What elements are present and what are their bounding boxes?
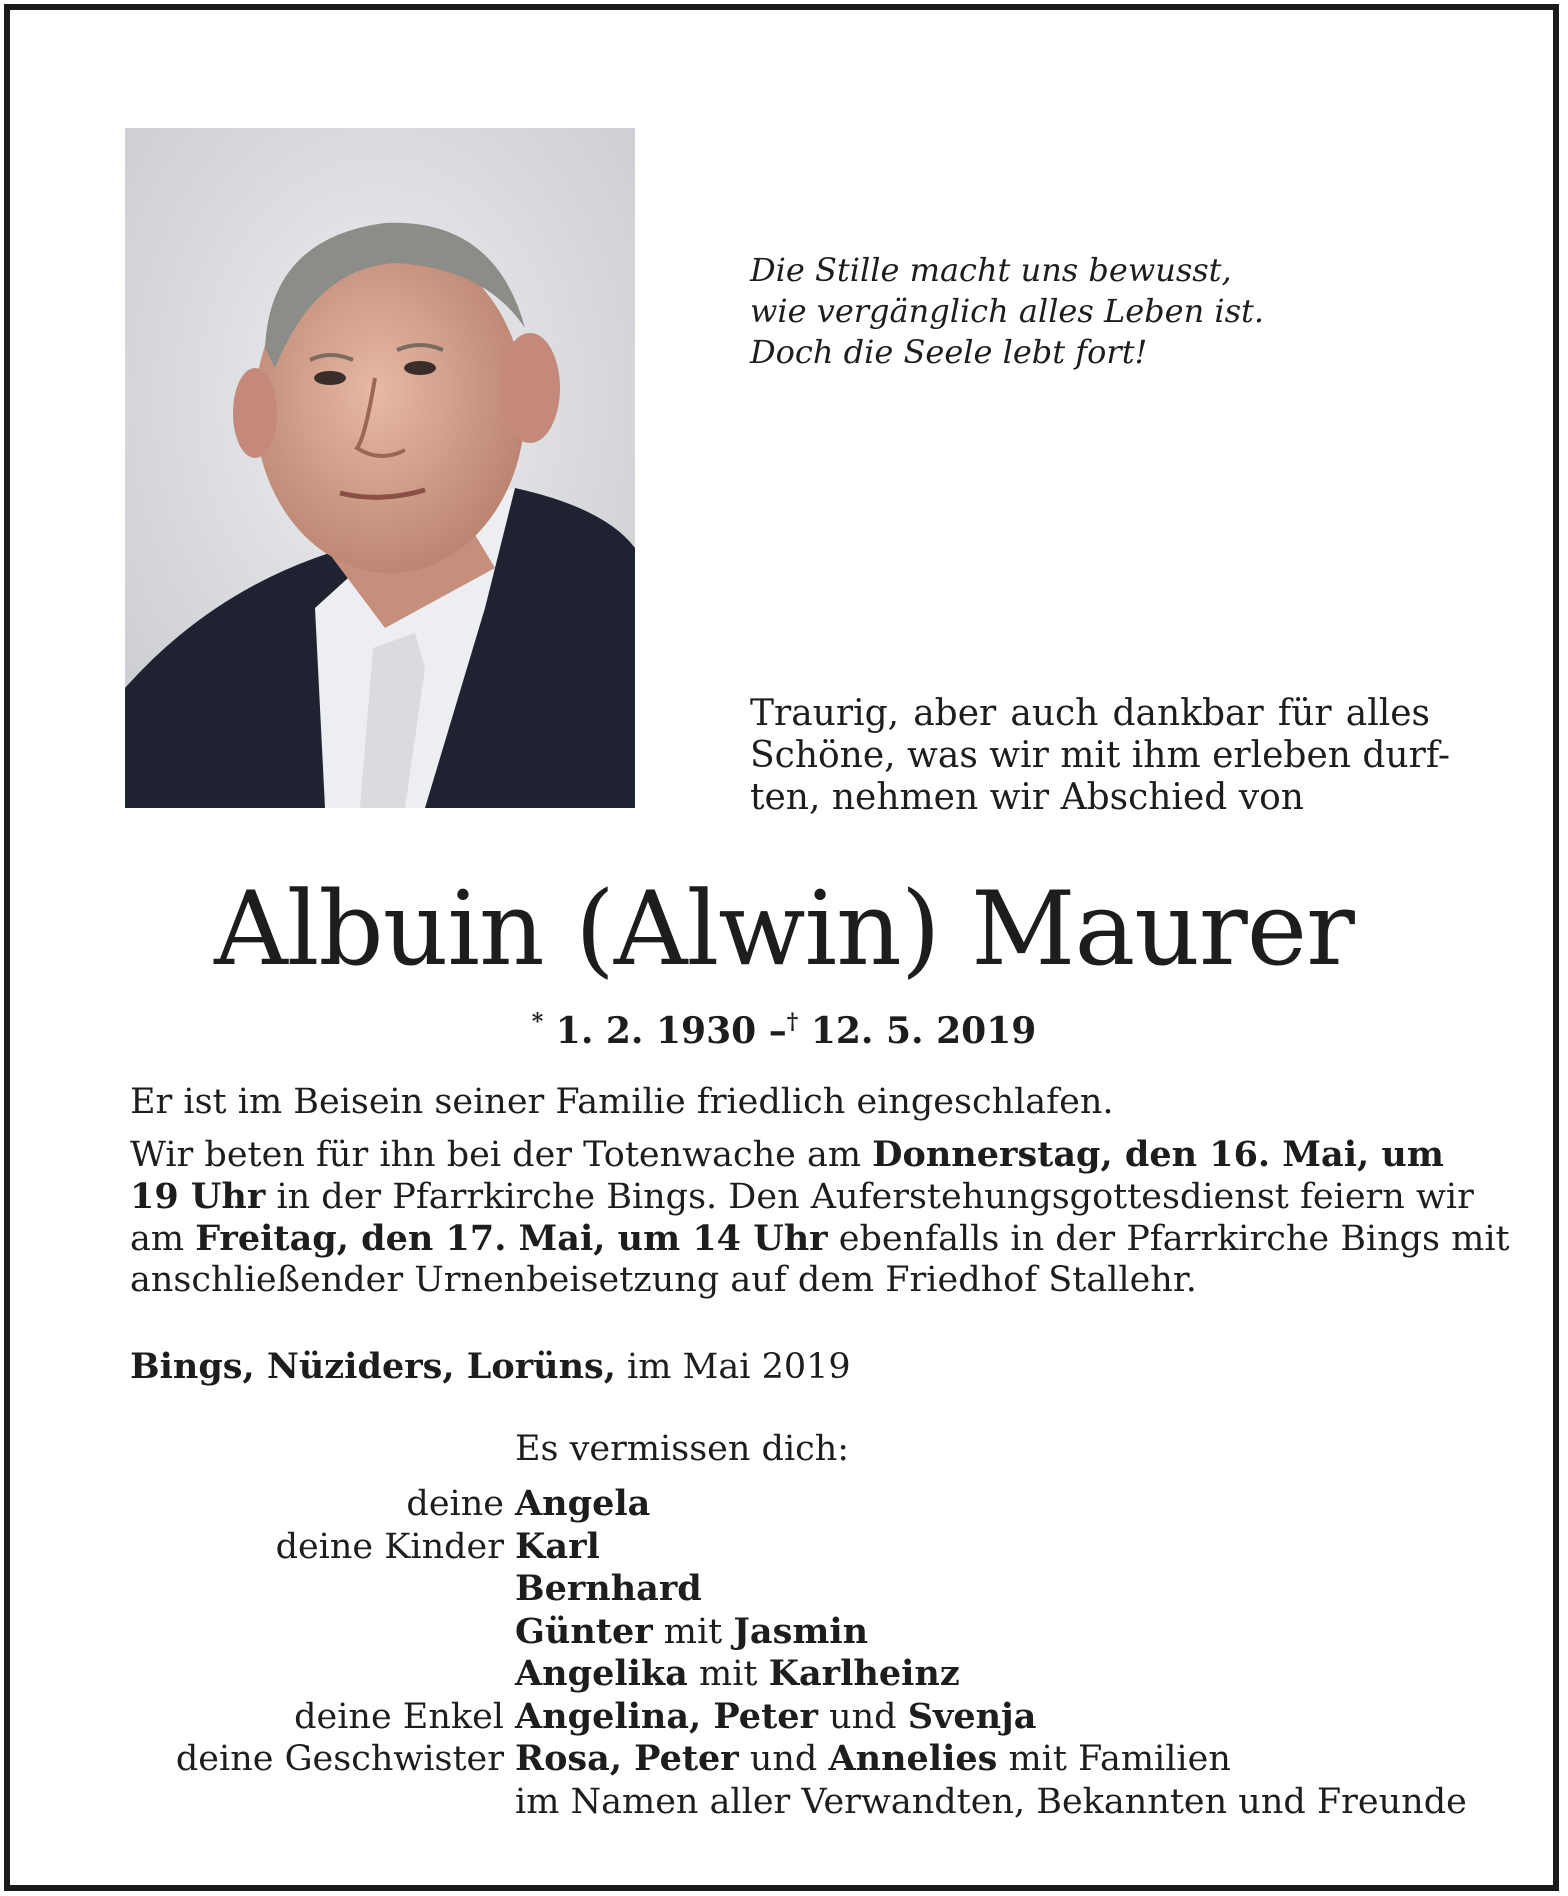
mourner-row: Bernhard [515, 1568, 702, 1609]
obituary-body [130, 1082, 1510, 1301]
relation: deine Enkel [294, 1696, 504, 1737]
birth-date: 1. 2. 1930 [555, 1010, 757, 1052]
death-symbol: † [786, 1009, 799, 1035]
mourner-row: deine Enkel Angelina, Peter und Svenja [294, 1695, 1037, 1737]
mourner-row [0, 1781, 1568, 1824]
body-sentence: Er ist im Beisein seiner Familie friedlich eingeschlafen. [130, 1082, 1114, 1122]
wake-date: Donnerstag, den 16. Mai, um [872, 1134, 1444, 1175]
mourners-heading: Es vermissen dich: [515, 1429, 850, 1469]
death-date: 12. 5. 2019 [810, 1010, 1037, 1052]
mourner-row: deine Geschwister Rosa, Peter und Annelies mit Familien [175, 1738, 1231, 1779]
body-line: anschließender Urnenbeisetzung auf dem Friedhof Stallehr. [130, 1260, 1197, 1300]
body-line: am Freitag, den 17. Mai, um 14 Uhr ebenfalls in der Pfarrkirche Bings mit [130, 1218, 1510, 1259]
month-year: im Mai 2019 [615, 1347, 851, 1387]
date-separator: – [768, 1010, 787, 1052]
place-and-date [130, 1346, 851, 1388]
mourners-list [0, 1483, 1568, 1823]
mourner-row: deine Angela [406, 1483, 651, 1524]
towns: Bings, Nüziders, Lorüns, [130, 1346, 616, 1387]
relation: deine [406, 1484, 504, 1524]
service-date: Freitag, den 17. Mai, um 14 Uhr [195, 1218, 828, 1259]
closing-line: im Namen aller Verwandten, Bekannten und Freunde [515, 1781, 1467, 1822]
intro-line: ten, nehmen wir Abschied von [750, 777, 1304, 818]
farewell-intro [750, 693, 1451, 819]
body-line: 19 Uhr in der Pfarrkirche Bings. Den Auferstehungsgottesdienst feiern wir [130, 1176, 1474, 1217]
quote-line: wie vergänglich alles Leben ist. [750, 292, 1265, 330]
memorial-quote [750, 250, 1450, 373]
mourner-row: Angelika mit Karlheinz [515, 1653, 960, 1694]
deceased-name: Albuin (Alwin) Maurer [214, 870, 1354, 989]
intro-line: Traurig, aber auch dankbar für alles [750, 693, 1430, 734]
mourner-row: deine Kinder Karl [275, 1525, 600, 1567]
intro-line: Schöne, was wir mit ihm erleben durf- [750, 735, 1451, 776]
quote-line: Doch die Seele lebt fort! [750, 333, 1148, 371]
body-line: Wir beten für ihn bei der Totenwache am Donnerstag, den 16. Mai, um [130, 1134, 1444, 1175]
life-dates [0, 1000, 1568, 1053]
portrait-photo [125, 128, 635, 808]
mourner-row: Günter mit Jasmin [515, 1610, 869, 1652]
relation: deine Kinder [275, 1526, 504, 1567]
birth-symbol: * [531, 1009, 544, 1035]
quote-line: Die Stille macht uns bewusst, [750, 251, 1232, 289]
relation: deine Geschwister [175, 1739, 504, 1779]
wake-time: 19 Uhr [130, 1176, 266, 1217]
